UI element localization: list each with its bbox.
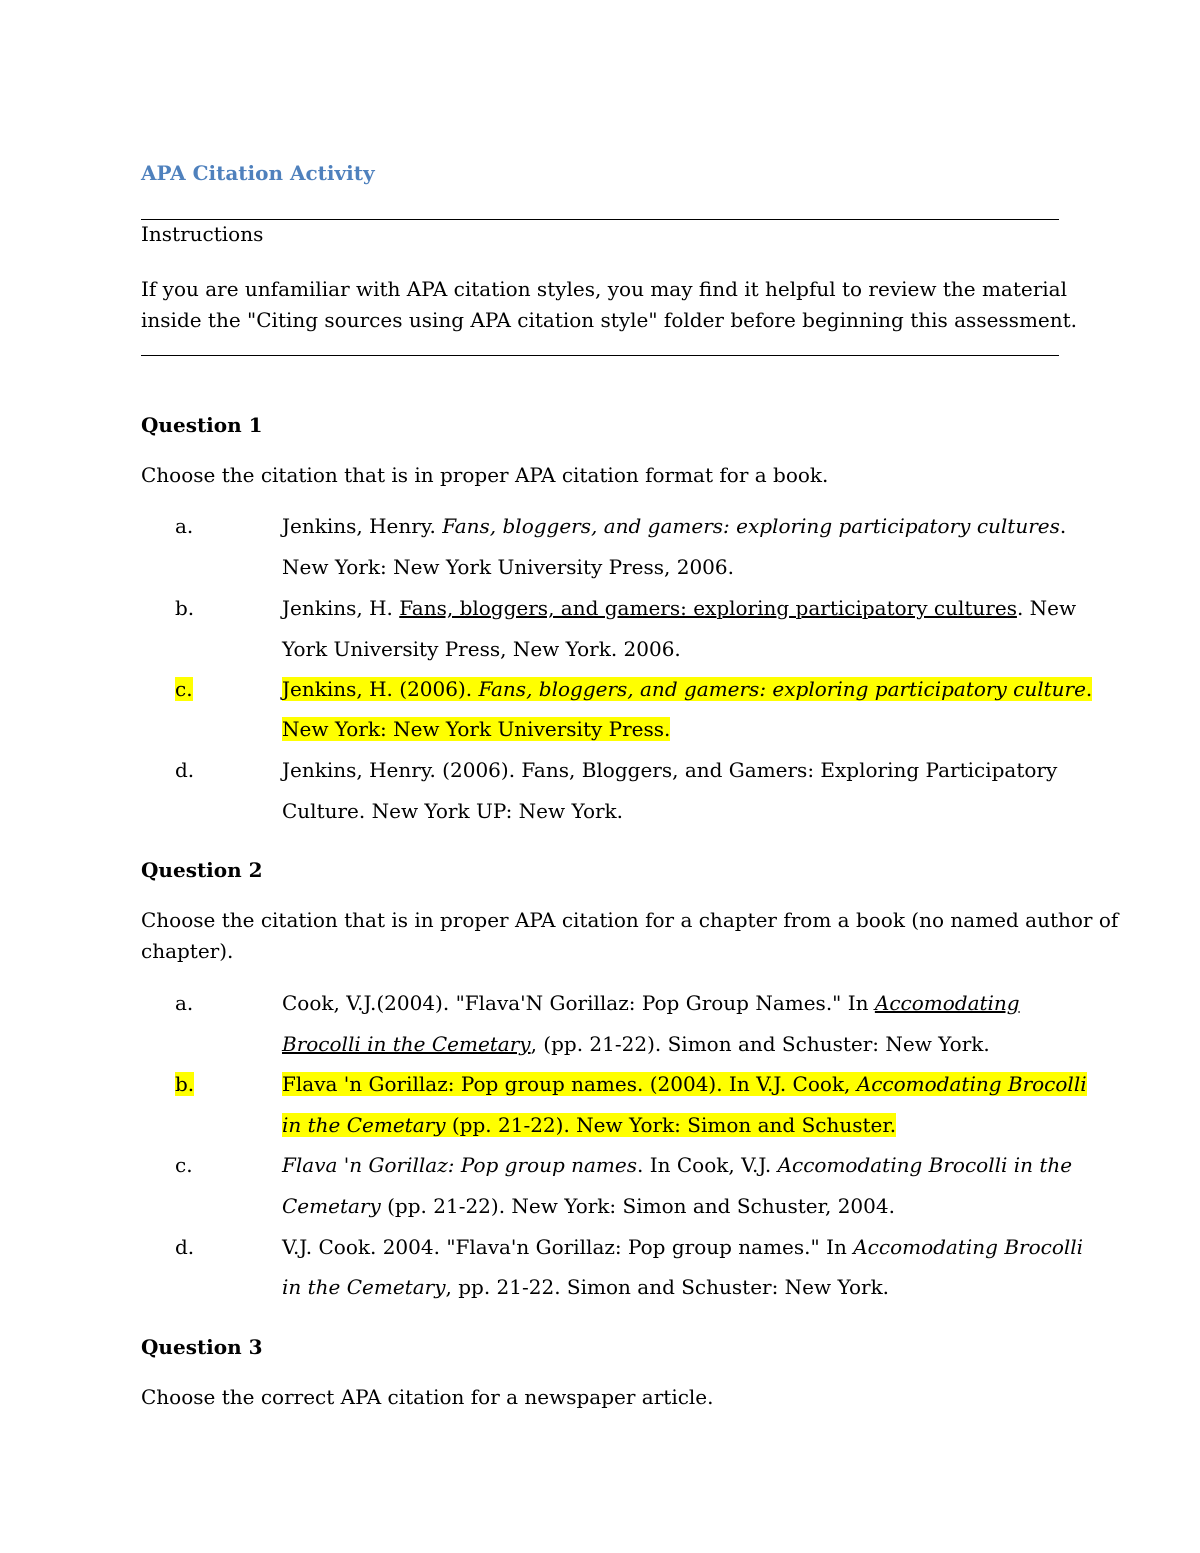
q2-option-d-line-1 [282,1235,1083,1259]
q1-option-c-letter [175,677,193,701]
q1-option-b-line-2: York University Press, New York. 2006. [282,637,681,661]
q1-option-b-rest: . New [1016,596,1077,620]
q1-option-c-line-2 [282,717,670,741]
q1-option-a-line-1 [282,514,1066,538]
question-2-prompt-line-2: chapter). [141,939,234,963]
divider-bottom [141,355,1059,356]
q2-option-b-book-title-2: in the Cemetary [282,1113,446,1137]
q2-option-c-text: . In Cook, V.J. [637,1153,778,1177]
q1-option-a-line-2: New York: New York University Press, 2006. [282,555,734,579]
q2-option-a-book-title-1: Accomodating [874,991,1020,1015]
q2-option-d-text: V.J. Cook. 2004. "Flava'n Gorillaz: Pop group names." In [282,1235,854,1259]
q2-option-b-line-1 [282,1072,1087,1096]
q1-option-d-letter: d. [175,758,195,782]
question-3-prompt: Choose the correct APA citation for a newspaper article. [141,1385,714,1409]
q1-option-a-punct: . [1059,514,1067,538]
q2-option-c-letter: c. [175,1153,193,1177]
q2-option-b-line-2 [282,1113,896,1137]
q2-option-a-rest: , (pp. 21-22). Simon and Schuster: New York. [530,1032,990,1056]
q2-option-b-letter-highlight: b. [175,1072,195,1096]
q2-option-b-text: Flava 'n Gorillaz: Pop group names. (2004). In V.J. Cook, [282,1072,857,1096]
q1-option-a-author: Jenkins, Henry. [282,514,443,538]
question-1-heading: Question 1 [141,413,263,437]
q2-option-a-text: Cook, V.J.(2004). "Flava'N Gorillaz: Pop Group Names." In [282,991,875,1015]
q1-option-c-line-1 [282,677,1092,701]
q2-option-c-book-title-2: Cemetary [282,1194,381,1218]
q1-option-c-punct: . [1085,677,1093,701]
question-2-heading: Question 2 [141,858,263,882]
q1-option-b-book-title: Fans, bloggers, and gamers: exploring participatory cultures [399,596,1017,620]
q2-option-d-book-title-2: in the Cemetary [282,1275,446,1299]
q2-option-c-rest: (pp. 21-22). New York: Simon and Schuster, 2004. [380,1194,895,1218]
instructions-line-2: inside the "Citing sources using APA citation style" folder before beginning this assessment. [141,308,1078,332]
q2-option-d-book-title-1: Accomodating Brocolli [853,1235,1084,1259]
instructions-line-1: If you are unfamiliar with APA citation styles, you may find it helpful to review the material [141,277,1067,301]
divider-top [141,219,1059,220]
question-2-prompt-line-1: Choose the citation that is in proper APA citation for a chapter from a book (no named author of [141,908,1119,932]
q1-option-d-line-2: Culture. New York UP: New York. [282,799,624,823]
instructions-label: Instructions [141,222,264,246]
q2-option-a-letter: a. [175,991,194,1015]
question-1-prompt: Choose the citation that is in proper APA citation format for a book. [141,463,829,487]
q2-option-c-line-2 [282,1194,895,1218]
q2-option-d-letter: d. [175,1235,195,1259]
q1-option-b-letter: b. [175,596,195,620]
q1-option-c-author: Jenkins, H. (2006). [282,677,479,701]
q2-option-a-line-1 [282,991,1020,1015]
q1-option-c-letter-highlight: c. [175,677,193,701]
q1-option-d-line-1: Jenkins, Henry. (2006). Fans, Bloggers, and Gamers: Exploring Participatory [282,758,1058,782]
q2-option-c-line-1 [282,1153,1072,1177]
q1-option-b-line-1 [282,596,1076,620]
q1-option-a-letter: a. [175,514,194,538]
q2-option-c-book-title-1: Accomodating Brocolli in the [777,1153,1073,1177]
q1-option-a-book-title: Fans, bloggers, and gamers: exploring participatory cultures [442,514,1060,538]
q2-option-d-rest: , pp. 21-22. Simon and Schuster: New York. [445,1275,890,1299]
q1-option-b-author: Jenkins, H. [282,596,400,620]
q2-option-d-line-2 [282,1275,889,1299]
q2-option-a-line-2 [282,1032,990,1056]
q1-option-c-publisher: New York: New York University Press. [282,717,671,741]
document-title: APA Citation Activity [141,161,375,185]
q2-option-b-rest: (pp. 21-22). New York: Simon and Schuster. [445,1113,897,1137]
question-3-heading: Question 3 [141,1335,263,1359]
q2-option-a-book-title-2: Brocolli in the Cemetary [282,1032,531,1056]
q1-option-c-book-title: Fans, bloggers, and gamers: exploring participatory culture [478,677,1086,701]
q2-option-b-letter [175,1072,194,1096]
q2-option-b-book-title-1: Accomodating Brocolli [856,1072,1087,1096]
q2-option-c-chapter-title: Flava 'n Gorillaz: Pop group names [282,1153,637,1177]
